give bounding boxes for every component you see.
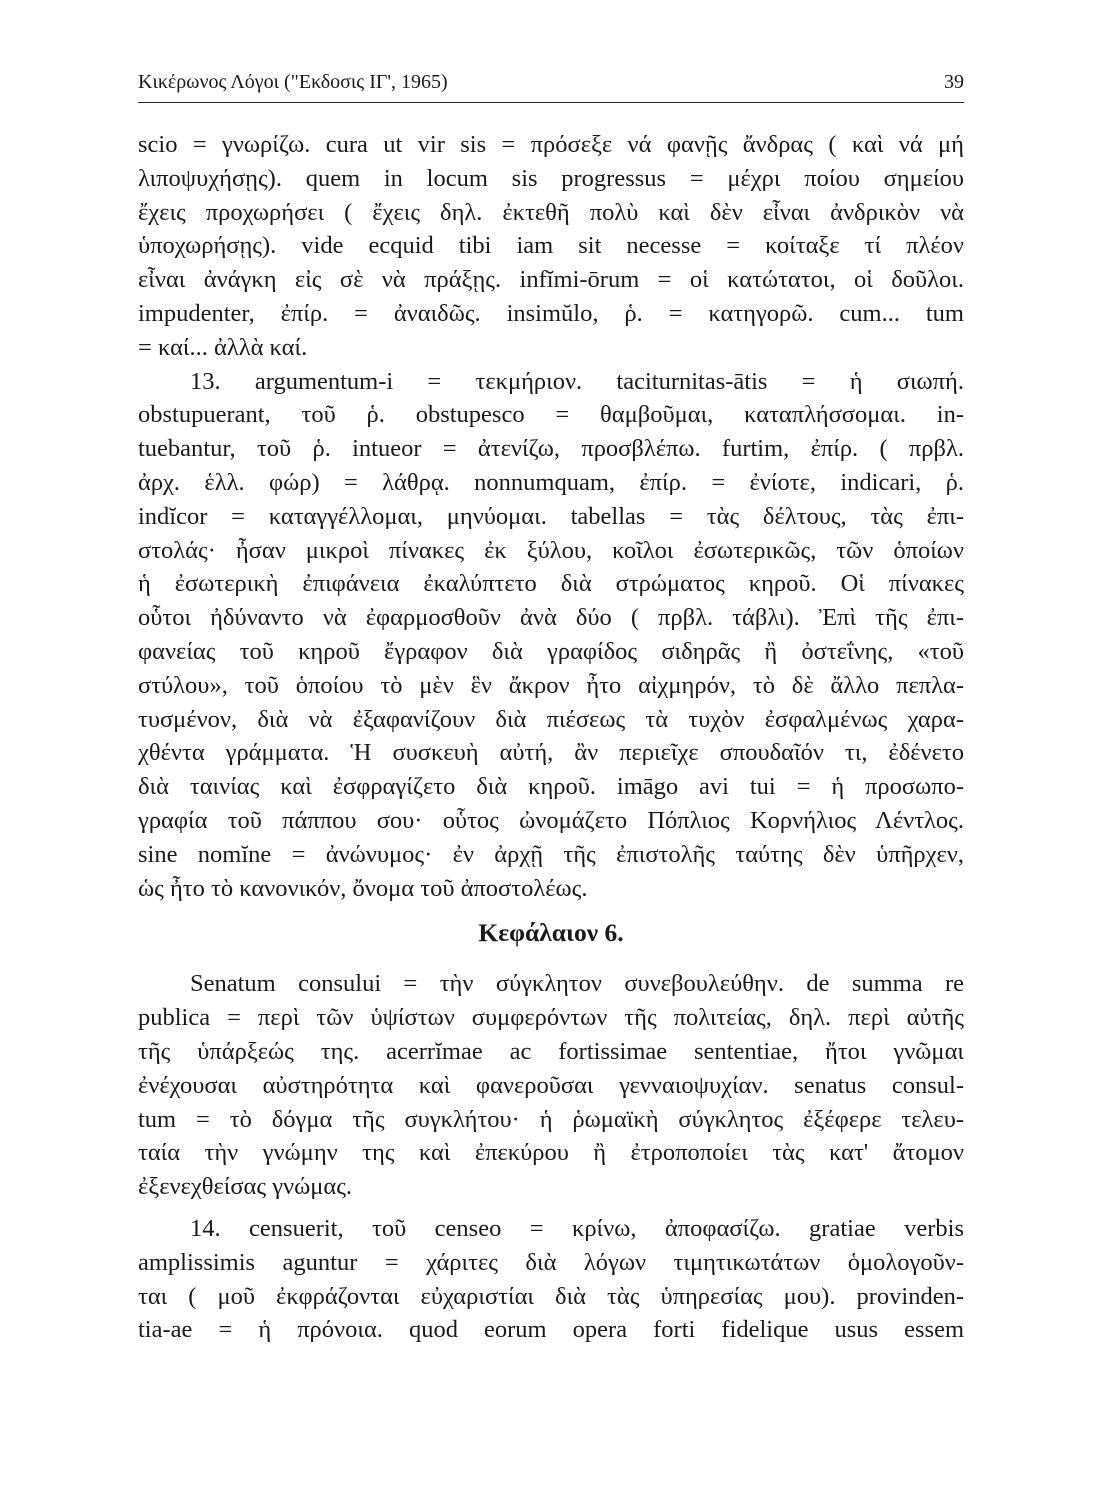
paragraph-spacer — [138, 1204, 964, 1212]
text-line: tia-ae = ἡ πρόνοια. quod eorum opera forti fidelique usus essem — [138, 1316, 964, 1344]
text-line: ταία τὴν γνώμην της καὶ ἐπεκύρου ἢ ἐτροποποίει τὰς κατ' ἄτομον — [138, 1139, 964, 1167]
text-line: τυσμένον, διὰ νὰ ἐξαφανίζουν διὰ πιέσεως τὰ τυχὸν ἐσφαλμένως χαρα- — [138, 705, 964, 733]
text-line: ἐνέχουσαι αὐστηρότητα καὶ φανεροῦσαι γενναιοψυχίαν. senatus consul- — [138, 1071, 964, 1099]
text-line: οὗτοι ἠδύναντο νὰ ἐφαρμοσθοῦν ἀνὰ δύο ( πρβλ. τάβλι). Ἐπὶ τῆς ἐπι- — [138, 604, 964, 632]
body-text — [138, 128, 964, 1347]
text-line: ἡ ἐσωτερικὴ ἐπιφάνεια ἐκαλύπτετο διὰ στρώματος κηροῦ. Οἱ πίνακες — [138, 570, 964, 598]
text-line: indĭcor = καταγγέλλομαι, μηνύομαι. tabellas = τὰς δέλτους, τὰς ἐπι- — [138, 502, 964, 530]
text-line: λιποψυχήσῃς). quem in locum sis progressus = μέχρι ποίου σημείου — [138, 164, 964, 192]
text-line: scio = γνωρίζω. cura ut vir sis = πρόσεξε νά φανῇς ἄνδρας ( καὶ νά μή — [138, 131, 964, 158]
text-line: Senatum consului = τὴν σύγκλητον συνεβουλεύθην. de summa re — [190, 970, 964, 998]
text-line: στύλου», τοῦ ὁποίου τὸ μὲν ἓν ἄκρον ἦτο αἰχμηρόν, τὸ δὲ ἄλλο πεπλα- — [138, 671, 964, 699]
text-line: tum = τὸ δόγμα τῆς συγκλήτου· ἡ ῥωμαϊκὴ σύγκλητος ἐξέφερε τελευ- — [138, 1105, 964, 1133]
running-title: Κικέρωνος Λόγοι ("Εκδοσις ΙΓ', 1965) — [138, 71, 448, 93]
text-line: διὰ ταινίας καὶ ἐσφραγίζετο διὰ κηροῦ. imāgo avi tui = ἡ προσωπο- — [138, 773, 964, 801]
text-line: 13. argumentum-i = τεκμήριον. taciturnitas-ātis = ἡ σιωπή. — [190, 367, 964, 395]
text-line: obstupuerant, τοῦ ῥ. obstupesco = θαμβοῦμαι, καταπλήσσομαι. in- — [138, 401, 964, 429]
text-line: = καί... ἀλλὰ καί. — [138, 333, 308, 361]
text-line: ἔχεις προχωρήσει ( ἔχεις δηλ. ἐκτεθῆ πολὺ καὶ δὲν εἶναι ἀνδρικὸν νὰ — [138, 198, 964, 226]
text-line: χθέντα γράμματα. Ἡ συσκευὴ αὐτή, ἂν περιεῖχε σπουδαῖόν τι, ἐδένετο — [138, 739, 964, 767]
text-line: 14. censuerit, τοῦ censeo = κρίνω, ἀποφασίζω. gratiae verbis — [190, 1214, 964, 1242]
chapter-heading: Κεφάλαιον 6. — [478, 918, 624, 948]
text-line: impudenter, ἐπίρ. = ἀναιδῶς. insimŭlo, ῥ. = κατηγορῶ. cum... tum — [138, 299, 964, 327]
text-line: φανείας τοῦ κηροῦ ἔγραφον διὰ γραφίδος σιδηρᾶς ἢ ὀστεΐνης, «τοῦ — [138, 637, 964, 665]
text-line: publica = περὶ τῶν ὑψίστων συμφερόντων τῆς πολιτείας, δηλ. περὶ αὐτῆς — [138, 1004, 964, 1032]
text-line: εἶναι ἀνάγκη εἰς σὲ νὰ πράξῃς. infĭmi-ōrum = οἱ κατώτατοι, οἱ δοῦλοι. — [138, 266, 964, 294]
text-line: ὑποχωρήσῃς). vide ecquid tibi iam sit necesse = κοίταξε τί πλέον — [138, 232, 964, 260]
text-line: ἀρχ. ἑλλ. φώρ) = λάθρᾳ. nonnumquam, ἐπίρ. = ἐνίοτε, indicari, ῥ. — [138, 468, 964, 496]
running-head — [138, 68, 964, 103]
text-line: tuebantur, τοῦ ῥ. intueor = ἀτενίζω, προσβλέπω. furtim, ἐπίρ. ( πρβλ. — [138, 435, 964, 463]
text-line: amplissimis aguntur = χάριτες διὰ λόγων τιμητικωτάτων ὁμολογοῦν- — [138, 1248, 964, 1276]
text-line: γραφία τοῦ πάππου σου· οὗτος ὠνομάζετο Πόπλιος Κορνήλιος Λέντλος. — [138, 806, 964, 834]
text-line: στολάς· ἦσαν μικροὶ πίνακες ἐκ ξύλου, κοῖλοι ἐσωτερικῶς, τῶν ὁποίων — [138, 536, 964, 564]
text-line: ὡς ἦτο τὸ κανονικόν, ὄνομα τοῦ ἀποστολέως. — [138, 874, 588, 902]
text-line: τῆς ὑπάρξεώς της. acerrĭmae ac fortissimae sententiae, ἤτοι γνῶμαι — [138, 1037, 964, 1065]
text-line: ται ( μοῦ ἐκφράζονται εὐχαριστίαι διὰ τὰς ὑπηρεσίας μου). provinden- — [138, 1282, 964, 1310]
text-line: ἐξενεχθείσας γνώμας. — [138, 1173, 353, 1201]
page-number: 39 — [944, 71, 964, 93]
text-line: sine nomĭne = ἀνώνυμος· ἐν ἀρχῇ τῆς ἐπιστολῆς ταύτης δὲν ὑπῆρχεν, — [138, 840, 964, 868]
